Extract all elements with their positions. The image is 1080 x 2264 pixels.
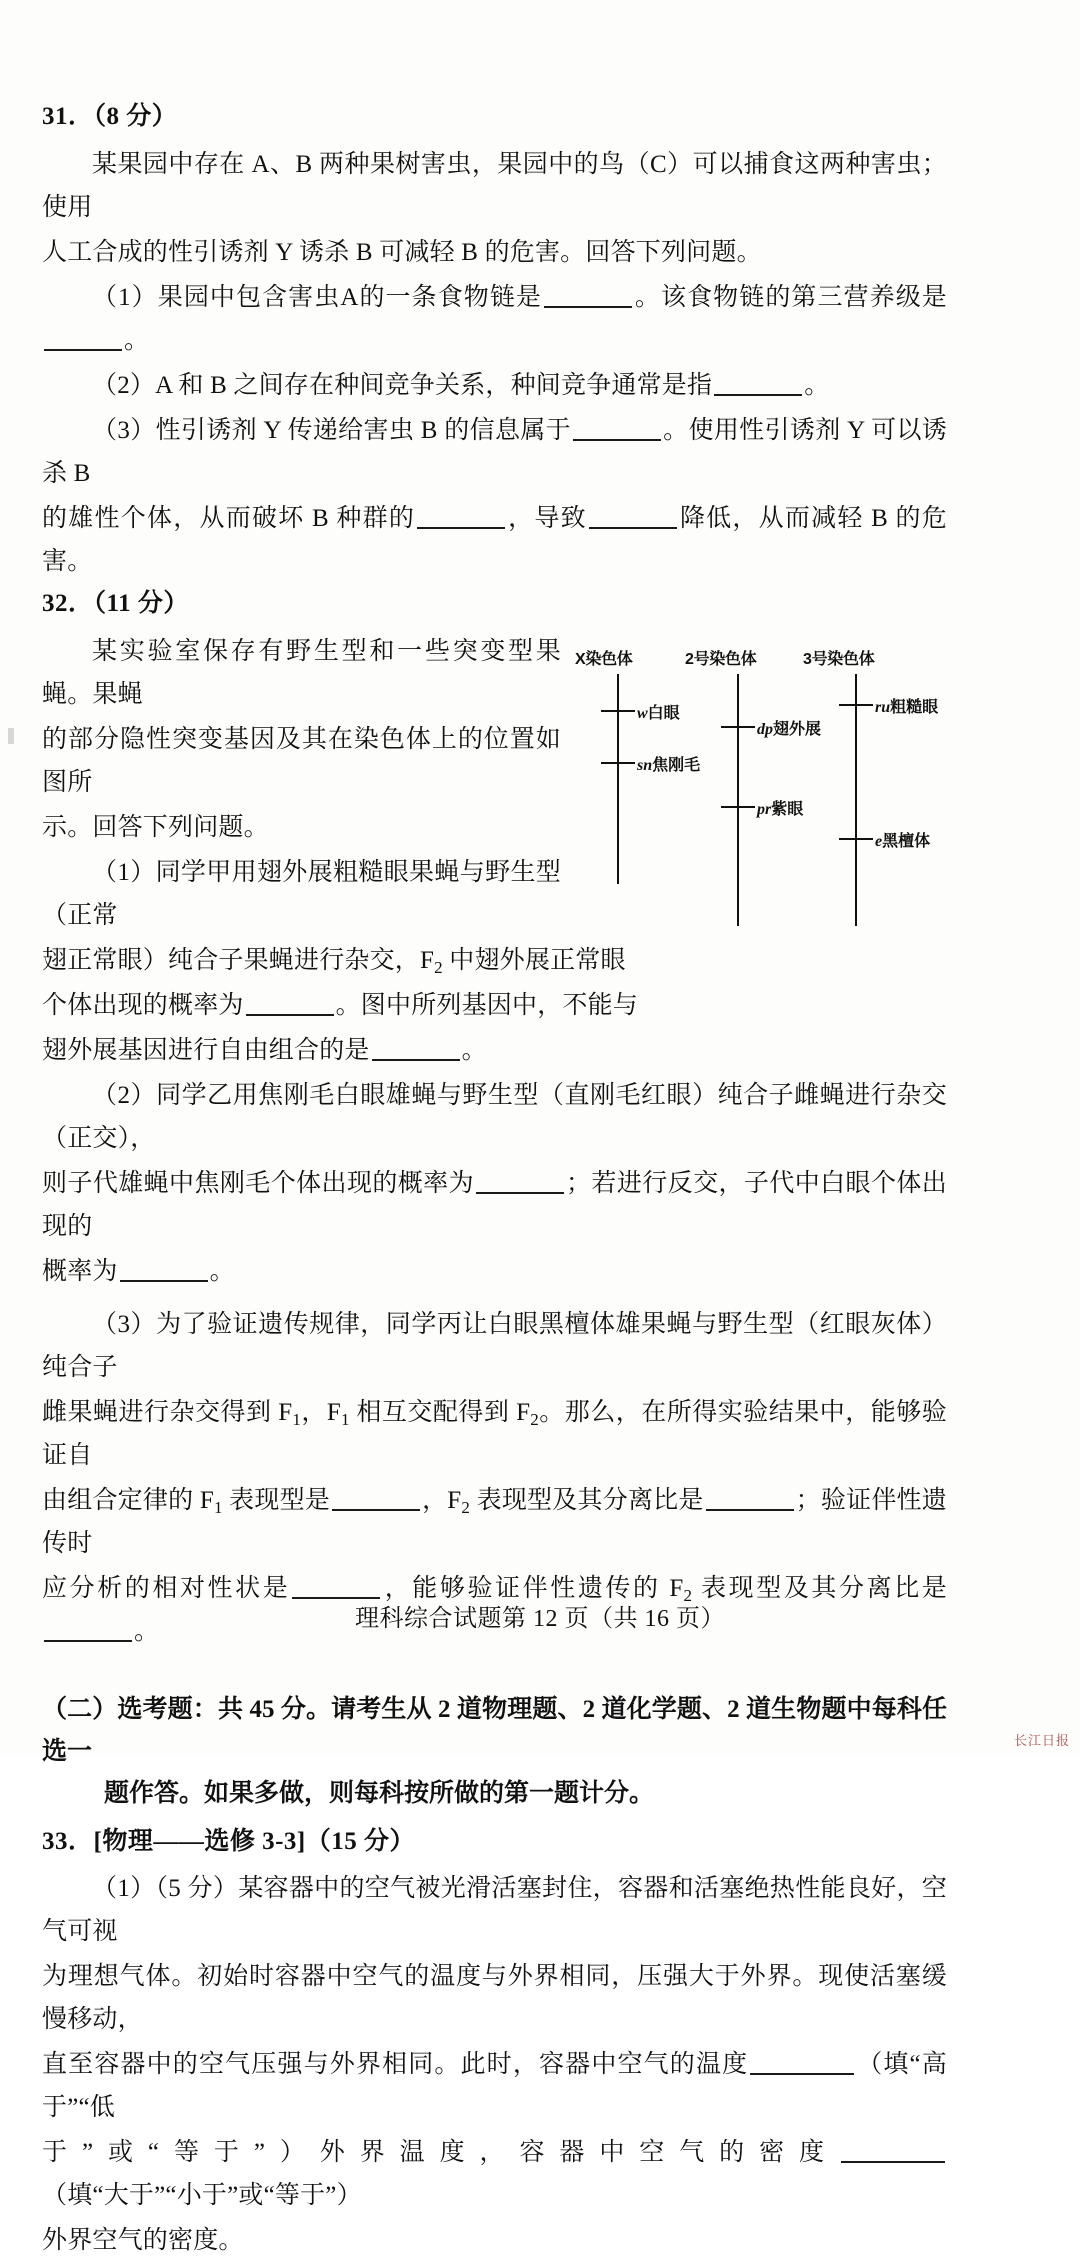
question-31-sub-2 (42, 364, 947, 407)
gene-symbol-e: e (875, 832, 883, 850)
question-31-header: 31．（8 分） (42, 103, 178, 130)
f1-subscript: 1 (292, 1409, 302, 1429)
sub-2-text-c: ；若进行反交，子代中白眼个体出现的 (42, 1169, 947, 1240)
sub-1-text-d: 个体出现的概率为 (42, 991, 244, 1019)
trait-name-ru: 粗糙眼 (890, 698, 939, 716)
question-33-sub-1-line-4 (42, 2131, 947, 2217)
sub-3-text-j: ；验证伴性遗传时 (42, 1486, 947, 1557)
locus-label-sn (637, 752, 700, 775)
question-33-sub-1-line-5: 外界空气的密度。 (42, 2227, 244, 2255)
locus-label-e (875, 828, 930, 851)
answer-blank[interactable] (714, 369, 802, 396)
question-33-header: 33．[物理——选修 3-3]（15 分） (42, 1827, 415, 1855)
locus-label-pr (757, 796, 803, 819)
sub-1-text-c: 中翅外展正常眼 (442, 946, 626, 974)
chromosome-title-2: 2号染色体 (685, 650, 757, 668)
locus-tick-e (839, 838, 873, 840)
locus-tick-dp (721, 726, 755, 728)
sub-2-text-d: 概率为 (42, 1257, 118, 1285)
sub-3-text-g: 表现型是 (222, 1486, 331, 1514)
locus-tick-pr (721, 806, 755, 808)
answer-blank[interactable] (372, 1034, 460, 1061)
chromosome-title-x: X染色体 (575, 650, 633, 668)
sub-1-text-c: 。 (124, 326, 150, 354)
chromosome-3-axis (855, 674, 857, 926)
gene-symbol-pr: pr (757, 800, 772, 818)
gene-symbol-sn: sn (637, 756, 653, 774)
sub-3-text-k: 应分析的相对性状是 (42, 1574, 291, 1602)
answer-blank[interactable] (573, 414, 661, 441)
answer-blank[interactable] (589, 502, 677, 529)
locus-tick-w (601, 710, 635, 712)
sub-1-text-c: （填“高于”“低 (42, 2051, 947, 2122)
question-31-sub-3-line-1 (42, 409, 947, 495)
answer-blank[interactable] (292, 1572, 380, 1599)
sub-label-3: （3） (92, 1310, 157, 1338)
question-31-stem-line-1: 某果园中存在 A、B 两种果树害虫，果园中的鸟（C）可以捕食这两种害虫；使用 (42, 150, 947, 221)
sub-label-3: （3） (92, 416, 156, 444)
f2-subscript: 2 (683, 1585, 693, 1605)
locus-tick-sn (601, 762, 635, 764)
question-32-sub-2-line-1 (42, 1074, 947, 1160)
f1-subscript: 1 (340, 1409, 350, 1429)
question-32-stem-line-1: 某实验室保存有野生型和一些突变型果蝇。果蝇 (42, 637, 561, 708)
trait-name-sn: 焦刚毛 (652, 756, 701, 774)
sub-1-text-e: （填“大于”“小于”或“等于”） (42, 2182, 362, 2210)
sub-3-text-m: 表现型及其分离比是 (692, 1574, 947, 1602)
sub-2-text-b: 则子代雄蝇中焦刚毛个体出现的概率为 (42, 1169, 475, 1197)
chromosome-2-axis (737, 674, 739, 926)
sub-label-2: （2） (92, 371, 156, 399)
sub-3-text-e: 降低，从而减轻 B 的危害。 (42, 504, 947, 575)
sub-3-text-e: 。那么，在所得实验结果中，能够验证自 (42, 1398, 947, 1469)
answer-blank[interactable] (706, 1484, 794, 1511)
sub-1-text-g: 。 (461, 1036, 487, 1064)
trait-name-dp: 翅外展 (773, 720, 822, 738)
section-two-line-1: （二）选考题：共 45 分。请考生从 2 道物理题、2 道化学题、2 道生物题中每科任选一 (42, 1695, 947, 1765)
sub-label-1: （1）（5 分） (92, 1875, 239, 1903)
sub-1-text-a: 某容器中的空气被光滑活塞封住，容器和活塞绝热性能良好，空气可视 (42, 1875, 947, 1946)
sub-3-text-n: 。 (134, 1617, 160, 1645)
question-32-sub-3-line-2 (42, 1391, 947, 1477)
chromosome-figure (575, 638, 947, 918)
sub-1-text-e: 。图中所列基因中，不能与 (335, 991, 639, 1019)
sub-1-text-b: 直至容器中的空气压强与外界相同。此时，容器中空气的温度 (42, 2051, 749, 2079)
trait-name-w: 白眼 (647, 704, 680, 722)
trait-name-e: 黑檀体 (882, 832, 931, 850)
sub-label-2: （2） (92, 1081, 157, 1109)
question-33 (42, 1823, 947, 2263)
sub-3-text-b: 。使用性引诱剂 Y 可以诱杀 B (42, 416, 947, 487)
sub-2-text-e: 。 (209, 1257, 235, 1285)
f2-subscript: 2 (461, 1497, 471, 1517)
sub-1-text-b: 翅正常眼）纯合子果蝇进行杂交，F (42, 946, 435, 974)
answer-blank[interactable] (841, 2136, 945, 2163)
question-31-sub-3-line-2 (42, 497, 947, 583)
sub-3-text-c: ，F (301, 1398, 341, 1426)
sub-1-text-a: 果园中包含害虫A的一条食物链是 (157, 283, 543, 311)
sub-1-text-d: 于”或“等于”）外界温度，容器中空气的密度 (42, 2139, 839, 2167)
section-two-line-2: 题作答。如果多做，则每科按所做的第一题计分。 (104, 1779, 655, 1807)
sub-3-text-d: 相互交配得到 F (349, 1398, 531, 1426)
exam-body (42, 98, 947, 2264)
sub-2-text-b: 。 (804, 371, 830, 399)
section-two-heading (42, 1689, 947, 1815)
answer-blank[interactable] (417, 502, 505, 529)
question-32 (42, 585, 947, 1653)
question-33-sub-1-line-2: 为理想气体。初始时容器中空气的温度与外界相同，压强大于外界。现使活塞缓慢移动， (42, 1963, 947, 2034)
sub-2-text-a: 同学乙用焦刚毛白眼雄蝇与野生型（直刚毛红眼）纯合子雌蝇进行杂交（正交）， (42, 1081, 947, 1152)
answer-blank[interactable] (544, 281, 632, 308)
answer-blank[interactable] (750, 2048, 854, 2075)
sub-3-text-a: 性引诱剂 Y 传递给害虫 B 的信息属于 (155, 416, 571, 444)
chromosome-title-3: 3号染色体 (803, 650, 875, 668)
question-32-stem-line-3: 示。回答下列问题。 (42, 813, 269, 841)
question-32-stem-line-2: 的部分隐性突变基因及其在染色体上的位置如图所 (42, 725, 561, 796)
locus-label-w (637, 700, 680, 723)
sub-2-text-a: A 和 B 之间存在种间竞争关系，种间竞争通常是指 (155, 371, 713, 399)
answer-blank[interactable] (476, 1167, 564, 1194)
question-32-sub-3-line-3 (42, 1479, 947, 1565)
sub-3-text-d: ，导致 (507, 504, 587, 532)
sub-3-text-l: ，能够验证伴性遗传的 F (382, 1574, 684, 1602)
sub-label-1: （1） (92, 283, 158, 311)
trait-name-pr: 紫眼 (771, 800, 804, 818)
question-32-sub-2-line-3 (42, 1250, 947, 1293)
watermark: 长江日报 (1013, 1733, 1070, 1748)
sub-label-1: （1） (92, 858, 156, 886)
question-32-sub-3-line-1 (42, 1303, 947, 1389)
question-32-sub-2-line-2 (42, 1162, 947, 1248)
question-31-stem-line-2: 人工合成的性引诱剂 Y 诱杀 B 可减轻 B 的危害。回答下列问题。 (42, 238, 762, 266)
sub-3-text-b: 雌果蝇进行杂交得到 F (42, 1398, 293, 1426)
f2-subscript: 2 (434, 957, 443, 977)
question-32-sub-1-line-2 (42, 939, 947, 982)
locus-label-dp (757, 716, 821, 739)
gene-symbol-w: w (637, 704, 648, 722)
question-31 (42, 98, 947, 583)
f1-subscript: 1 (213, 1497, 223, 1517)
question-32-header: 32．（11 分） (42, 589, 189, 617)
sub-3-text-i: 表现型及其分离比是 (470, 1486, 704, 1514)
page-footer: 理科综合试题第 12 页（共 16 页） (355, 1606, 725, 1632)
sub-1-text-a: 同学甲用翅外展粗糙眼果蝇与野生型（正常 (42, 858, 562, 929)
f2-subscript: 2 (530, 1409, 539, 1429)
answer-blank[interactable] (120, 1255, 208, 1282)
answer-blank[interactable] (44, 324, 122, 351)
sub-1-text-f: 翅外展基因进行自由组合的是 (42, 1036, 370, 1064)
question-33-sub-1-line-3 (42, 2043, 947, 2129)
sub-3-text-h: ，F (422, 1486, 462, 1514)
sub-3-text-f: 由组合定律的 F (42, 1486, 214, 1514)
chromosome-x-axis (617, 674, 619, 884)
sub-3-text-c: 的雄性个体，从而破坏 B 种群的 (42, 504, 416, 532)
sub-3-text-a: 为了验证遗传规律，同学丙让白眼黑檀体雄果蝇与野生型（红眼灰体）纯合子 (42, 1310, 947, 1381)
gene-symbol-ru: ru (875, 698, 891, 716)
page-edge-mark (8, 728, 14, 744)
question-32-sub-1-line-4 (42, 1029, 947, 1072)
answer-blank[interactable] (332, 1484, 420, 1511)
question-31-sub-1 (42, 276, 947, 362)
gene-symbol-dp: dp (757, 720, 773, 738)
question-33-sub-1-line-1 (42, 1867, 947, 1953)
question-32-sub-1-line-3 (42, 984, 947, 1027)
answer-blank[interactable] (246, 989, 334, 1016)
locus-tick-ru (839, 704, 873, 706)
sub-1-text-b: 。该食物链的第三营养级是 (634, 283, 948, 311)
locus-label-ru (875, 694, 938, 717)
